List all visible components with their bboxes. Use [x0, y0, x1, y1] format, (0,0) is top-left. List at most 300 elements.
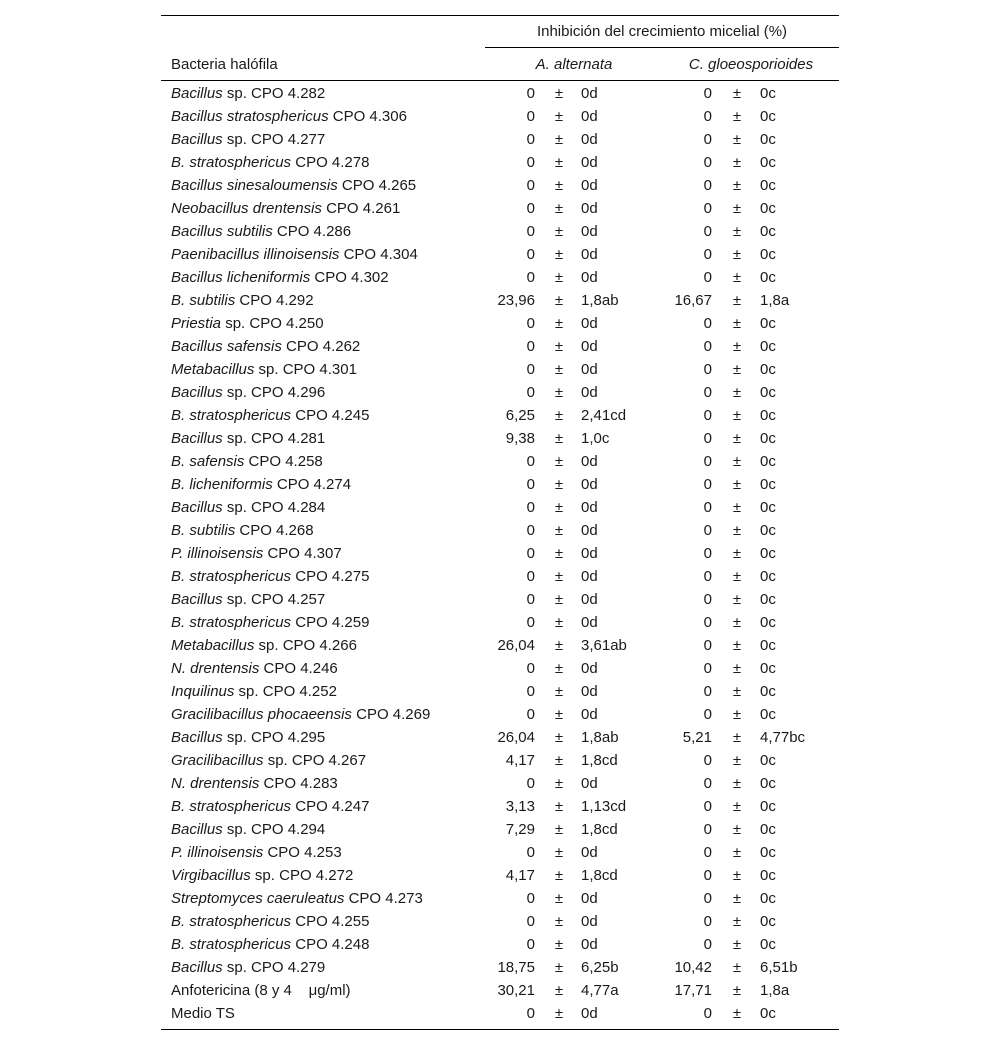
table-row	[161, 268, 839, 288]
strain-label	[171, 843, 342, 863]
gloeo-sd: 0c	[760, 499, 776, 516]
gloeo-pm: ±	[732, 154, 742, 171]
alternata-mean: 0	[526, 85, 535, 102]
alternata-pm: ±	[554, 683, 564, 700]
alternata-mean: 0	[526, 614, 535, 631]
gloeo-sd: 0c	[760, 637, 776, 654]
strain-code: CPO 4.283	[259, 775, 338, 792]
gloeo-mean: 0	[703, 384, 712, 401]
gloeo-mean: 0	[703, 890, 712, 907]
alternata-pm: ±	[554, 453, 564, 470]
alternata-mean: 0	[526, 453, 535, 470]
table-row	[161, 84, 839, 104]
strain-code: CPO 4.261	[321, 200, 401, 217]
gloeo-mean: 0	[703, 476, 712, 493]
strain-label	[171, 935, 369, 955]
alternata-sd: 0d	[581, 384, 598, 401]
table-row	[161, 659, 839, 679]
gloeo-pm: ±	[732, 660, 742, 677]
alternata-pm: ±	[554, 384, 564, 401]
strain-code: sp. CPO 4.279	[222, 959, 326, 976]
gloeo-pm: ±	[732, 959, 742, 976]
strain-species: Bacillus	[171, 499, 223, 516]
gloeo-sd: 0c	[760, 85, 776, 102]
strain-code: CPO 4.255	[291, 913, 370, 930]
strain-code: sp. CPO 4.281	[222, 430, 326, 447]
strain-label	[171, 268, 389, 288]
gloeo-sd: 0c	[760, 798, 776, 815]
alternata-mean: 23,96	[497, 292, 535, 309]
alternata-pm: ±	[554, 982, 564, 999]
strain-species: Bacillus	[171, 430, 223, 447]
gloeo-mean: 0	[703, 591, 712, 608]
alternata-mean: 0	[526, 660, 535, 677]
strain-species: Bacillus	[171, 729, 223, 746]
alternata-mean: 0	[526, 706, 535, 723]
alternata-sd: 0d	[581, 706, 598, 723]
table-row	[161, 153, 839, 173]
table-row	[161, 475, 839, 495]
alternata-pm: ±	[554, 85, 564, 102]
strain-species: B. safensis	[171, 453, 245, 470]
strain-species: Gracilibacillus	[171, 752, 264, 769]
strain-species: B. subtilis	[171, 522, 236, 539]
table-row	[161, 613, 839, 633]
gloeo-pm: ±	[732, 982, 742, 999]
alternata-sd: 0d	[581, 568, 598, 585]
strain-label	[171, 981, 351, 1001]
alternata-mean: 18,75	[497, 959, 535, 976]
strain-label	[171, 383, 325, 403]
alternata-sd: 0d	[581, 108, 598, 125]
gloeo-pm: ±	[732, 384, 742, 401]
alternata-sd: 0d	[581, 591, 598, 608]
alternata-sd: 0d	[581, 177, 598, 194]
gloeo-pm: ±	[732, 453, 742, 470]
table-row	[161, 590, 839, 610]
gloeo-pm: ±	[732, 844, 742, 861]
alternata-mean: 0	[526, 131, 535, 148]
gloeo-sd: 0c	[760, 108, 776, 125]
gloeo-mean: 0	[703, 752, 712, 769]
strain-code: CPO 4.265	[337, 177, 417, 194]
table-row	[161, 130, 839, 150]
alternata-mean: 0	[526, 683, 535, 700]
gloeo-mean: 0	[703, 568, 712, 585]
strain-species: Neobacillus drentensis	[171, 200, 322, 217]
alternata-sd: 0d	[581, 315, 598, 332]
gloeo-sd: 0c	[760, 568, 776, 585]
table-row	[161, 107, 839, 127]
alternata-mean: 4,17	[505, 867, 535, 884]
gloeo-mean: 0	[703, 821, 712, 838]
table-row	[161, 705, 839, 725]
strain-species: N. drentensis	[171, 775, 260, 792]
strain-species: B. stratosphericus	[171, 568, 292, 585]
gloeo-pm: ±	[732, 499, 742, 516]
alternata-sd: 0d	[581, 200, 598, 217]
strain-label	[171, 153, 369, 173]
gloeo-pm: ±	[732, 706, 742, 723]
strain-species: Metabacillus	[171, 637, 255, 654]
gloeo-pm: ±	[732, 338, 742, 355]
alternata-pm: ±	[554, 338, 564, 355]
gloeo-sd: 1,8a	[760, 292, 790, 309]
table-row	[161, 521, 839, 541]
strain-code: CPO 4.292	[235, 292, 314, 309]
alternata-mean: 0	[526, 384, 535, 401]
table-row	[161, 843, 839, 863]
strain-label	[171, 820, 325, 840]
alternata-pm: ±	[554, 844, 564, 861]
gloeo-sd: 0c	[760, 476, 776, 493]
alternata-mean: 0	[526, 1005, 535, 1022]
strain-code: sp. CPO 4.266	[254, 637, 357, 654]
strain-species: Gracilibacillus phocaeensis	[171, 706, 352, 723]
alternata-pm: ±	[554, 499, 564, 516]
alternata-sd: 0d	[581, 154, 598, 171]
alternata-pm: ±	[554, 522, 564, 539]
strain-code: CPO 4.262	[281, 338, 361, 355]
gloeo-mean: 0	[703, 407, 712, 424]
strain-code: sp. CPO 4.257	[222, 591, 326, 608]
alternata-sd: 1,13cd	[581, 798, 627, 815]
alternata-sd: 0d	[581, 269, 598, 286]
alternata-mean: 0	[526, 775, 535, 792]
table-row	[161, 682, 839, 702]
strain-label	[171, 521, 314, 541]
alternata-mean: 4,17	[505, 752, 535, 769]
gloeo-mean: 10,42	[674, 959, 712, 976]
strain-species: Bacillus	[171, 959, 223, 976]
strain-code: CPO 4.306	[328, 108, 407, 125]
alternata-mean: 26,04	[497, 729, 535, 746]
alternata-mean: 0	[526, 522, 535, 539]
alternata-mean: 7,29	[505, 821, 535, 838]
strain-species: B. subtilis	[171, 292, 236, 309]
gloeo-mean: 17,71	[674, 982, 712, 999]
alternata-pm: ±	[554, 407, 564, 424]
strain-code: CPO 4.245	[291, 407, 370, 424]
gloeo-sd: 0c	[760, 522, 776, 539]
gloeo-mean: 0	[703, 85, 712, 102]
gloeo-pm: ±	[732, 545, 742, 562]
strain-code: CPO 4.258	[244, 453, 323, 470]
strain-code: sp. CPO 4.250	[221, 315, 324, 332]
table-row	[161, 981, 839, 1001]
table-row	[161, 429, 839, 449]
gloeo-pm: ±	[732, 591, 742, 608]
gloeo-sd: 6,51b	[760, 959, 798, 976]
gloeo-mean: 0	[703, 844, 712, 861]
gloeo-pm: ±	[732, 223, 742, 240]
strain-species: B. stratosphericus	[171, 936, 292, 953]
alternata-mean: 0	[526, 913, 535, 930]
gloeo-mean: 0	[703, 522, 712, 539]
alternata-pm: ±	[554, 223, 564, 240]
strain-code: Anfotericina (8 y 4 μg/ml)	[171, 982, 351, 999]
strain-label	[171, 291, 314, 311]
alternata-mean: 0	[526, 338, 535, 355]
gloeo-mean: 0	[703, 315, 712, 332]
gloeo-mean: 0	[703, 913, 712, 930]
alternata-sd: 0d	[581, 683, 598, 700]
strain-code: sp. CPO 4.301	[254, 361, 357, 378]
gloeo-mean: 5,21	[682, 729, 712, 746]
table-row	[161, 452, 839, 472]
alternata-pm: ±	[554, 177, 564, 194]
gloeo-pm: ±	[732, 407, 742, 424]
gloeo-pm: ±	[732, 269, 742, 286]
strain-label	[171, 751, 366, 771]
gloeo-pm: ±	[732, 729, 742, 746]
alternata-pm: ±	[554, 936, 564, 953]
alternata-sd: 0d	[581, 223, 598, 240]
alternata-sd: 0d	[581, 476, 598, 493]
table-row	[161, 728, 839, 748]
alternata-pm: ±	[554, 614, 564, 631]
alternata-mean: 0	[526, 936, 535, 953]
gloeo-sd: 0c	[760, 706, 776, 723]
alternata-pm: ±	[554, 775, 564, 792]
gloeo-sd: 0c	[760, 131, 776, 148]
alternata-mean: 30,21	[497, 982, 535, 999]
strain-label	[171, 958, 325, 978]
alternata-sd: 1,8cd	[581, 821, 618, 838]
strain-label	[171, 84, 325, 104]
table-row	[161, 1004, 839, 1024]
alternata-sd: 0d	[581, 1005, 598, 1022]
alternata-pm: ±	[554, 545, 564, 562]
gloeo-mean: 0	[703, 499, 712, 516]
gloeo-mean: 0	[703, 430, 712, 447]
strain-species: B. stratosphericus	[171, 913, 292, 930]
strain-code: CPO 4.278	[291, 154, 370, 171]
alternata-pm: ±	[554, 108, 564, 125]
table-row	[161, 567, 839, 587]
alternata-sd: 1,8cd	[581, 867, 618, 884]
table-row	[161, 774, 839, 794]
strain-code: sp. CPO 4.272	[250, 867, 354, 884]
alternata-sd: 1,8ab	[581, 292, 619, 309]
alternata-mean: 0	[526, 568, 535, 585]
alternata-pm: ±	[554, 591, 564, 608]
gloeo-mean: 0	[703, 936, 712, 953]
gloeo-sd: 4,77bc	[760, 729, 806, 746]
gloeo-mean: 0	[703, 200, 712, 217]
gloeo-sd: 0c	[760, 430, 776, 447]
table-row	[161, 912, 839, 932]
strain-label	[171, 613, 369, 633]
strain-species: Bacillus stratosphericus	[171, 108, 329, 125]
alternata-pm: ±	[554, 430, 564, 447]
alternata-pm: ±	[554, 200, 564, 217]
alternata-sd: 0d	[581, 614, 598, 631]
table-row	[161, 751, 839, 771]
table-row	[161, 498, 839, 518]
gloeo-mean: 0	[703, 706, 712, 723]
group-rule	[485, 47, 839, 48]
gloeo-pm: ±	[732, 292, 742, 309]
gloeo-pm: ±	[732, 683, 742, 700]
gloeo-pm: ±	[732, 614, 742, 631]
alternata-sd: 0d	[581, 338, 598, 355]
alternata-sd: 0d	[581, 545, 598, 562]
gloeo-pm: ±	[732, 637, 742, 654]
strain-species: Paenibacillus illinoisensis	[171, 246, 340, 263]
alternata-mean: 0	[526, 499, 535, 516]
table-row	[161, 360, 839, 380]
gloeo-mean: 0	[703, 108, 712, 125]
strain-species: Bacillus safensis	[171, 338, 282, 355]
gloeo-sd: 0c	[760, 338, 776, 355]
alternata-pm: ±	[554, 637, 564, 654]
alternata-mean: 6,25	[505, 407, 535, 424]
strain-label	[171, 222, 351, 242]
alternata-mean: 3,13	[505, 798, 535, 815]
gloeo-pm: ±	[732, 430, 742, 447]
alternata-sd: 1,8cd	[581, 752, 618, 769]
alternata-pm: ±	[554, 752, 564, 769]
strain-code: sp. CPO 4.267	[263, 752, 367, 769]
alternata-pm: ±	[554, 131, 564, 148]
alternata-sd: 0d	[581, 936, 598, 953]
alternata-sd: 0d	[581, 660, 598, 677]
gloeo-pm: ±	[732, 177, 742, 194]
strain-code: sp. CPO 4.252	[234, 683, 337, 700]
gloeo-pm: ±	[732, 936, 742, 953]
strain-species: P. illinoisensis	[171, 545, 264, 562]
gloeo-pm: ±	[732, 476, 742, 493]
alternata-sd: 0d	[581, 522, 598, 539]
gloeo-sd: 0c	[760, 913, 776, 930]
gloeo-sd: 0c	[760, 177, 776, 194]
gloeo-mean: 0	[703, 798, 712, 815]
table-row	[161, 314, 839, 334]
gloeo-sd: 0c	[760, 890, 776, 907]
alternata-sd: 0d	[581, 131, 598, 148]
gloeo-sd: 0c	[760, 361, 776, 378]
gloeo-pm: ±	[732, 246, 742, 263]
gloeo-mean: 0	[703, 246, 712, 263]
strain-code: CPO 4.268	[235, 522, 314, 539]
strain-code: Medio TS	[171, 1005, 235, 1022]
gloeo-mean: 0	[703, 131, 712, 148]
strain-code: sp. CPO 4.284	[222, 499, 326, 516]
alternata-pm: ±	[554, 660, 564, 677]
alternata-mean: 26,04	[497, 637, 535, 654]
table-row	[161, 866, 839, 886]
alternata-pm: ±	[554, 890, 564, 907]
strain-species: B. licheniformis	[171, 476, 273, 493]
strain-label	[171, 199, 400, 219]
strain-label	[171, 866, 353, 886]
strain-label	[171, 797, 369, 817]
strain-species: Bacillus	[171, 821, 223, 838]
alternata-mean: 0	[526, 154, 535, 171]
strain-label	[171, 452, 323, 472]
gloeo-sd: 0c	[760, 844, 776, 861]
strain-species: Inquilinus	[171, 683, 235, 700]
gloeo-sd: 0c	[760, 315, 776, 332]
gloeo-sd: 0c	[760, 867, 776, 884]
strain-label	[171, 475, 351, 495]
strain-label	[171, 498, 325, 518]
gloeo-sd: 0c	[760, 660, 776, 677]
alternata-mean: 0	[526, 476, 535, 493]
gloeo-pm: ±	[732, 798, 742, 815]
gloeo-pm: ±	[732, 315, 742, 332]
table-row	[161, 406, 839, 426]
strain-species: Bacillus licheniformis	[171, 269, 311, 286]
table-row	[161, 935, 839, 955]
gloeo-pm: ±	[732, 131, 742, 148]
alternata-pm: ±	[554, 154, 564, 171]
strain-label	[171, 314, 324, 334]
gloeo-sd: 0c	[760, 407, 776, 424]
gloeo-sd: 0c	[760, 453, 776, 470]
table-row	[161, 199, 839, 219]
gloeo-sd: 0c	[760, 936, 776, 953]
gloeo-sd: 0c	[760, 200, 776, 217]
strain-code: CPO 4.259	[291, 614, 370, 631]
col-header-alternata: A. alternata	[535, 56, 613, 73]
alternata-pm: ±	[554, 729, 564, 746]
gloeo-sd: 0c	[760, 752, 776, 769]
alternata-mean: 0	[526, 200, 535, 217]
strain-label	[171, 406, 369, 426]
strain-species: P. illinoisensis	[171, 844, 264, 861]
col-header-gloeosporioides: C. gloeosporioides	[688, 56, 814, 73]
alternata-pm: ±	[554, 246, 564, 263]
alternata-sd: 4,77a	[581, 982, 619, 999]
strain-code: sp. CPO 4.296	[222, 384, 326, 401]
gloeo-mean: 0	[703, 223, 712, 240]
alternata-sd: 0d	[581, 361, 598, 378]
strain-label	[171, 176, 416, 196]
strain-code: CPO 4.275	[291, 568, 370, 585]
strain-code: sp. CPO 4.295	[222, 729, 326, 746]
gloeo-sd: 0c	[760, 154, 776, 171]
strain-label	[171, 107, 407, 127]
strain-code: CPO 4.269	[351, 706, 431, 723]
header-rule	[161, 80, 839, 81]
strain-species: Bacillus	[171, 131, 223, 148]
gloeo-pm: ±	[732, 1005, 742, 1022]
strain-label	[171, 636, 357, 656]
gloeo-mean: 0	[703, 867, 712, 884]
alternata-pm: ±	[554, 361, 564, 378]
strain-code: CPO 4.273	[344, 890, 423, 907]
strain-label	[171, 567, 369, 587]
row-header: Bacteria halófila	[171, 56, 278, 73]
table-row	[161, 291, 839, 311]
strain-code: CPO 4.304	[339, 246, 418, 263]
alternata-pm: ±	[554, 867, 564, 884]
alternata-sd: 0d	[581, 453, 598, 470]
gloeo-mean: 0	[703, 177, 712, 194]
gloeo-mean: 0	[703, 1005, 712, 1022]
strain-species: Metabacillus	[171, 361, 255, 378]
strain-code: CPO 4.274	[272, 476, 352, 493]
strain-label	[171, 912, 369, 932]
alternata-pm: ±	[554, 798, 564, 815]
strain-label	[171, 360, 357, 380]
gloeo-pm: ±	[732, 752, 742, 769]
strain-label	[171, 245, 418, 265]
table-row	[161, 544, 839, 564]
alternata-mean: 0	[526, 108, 535, 125]
